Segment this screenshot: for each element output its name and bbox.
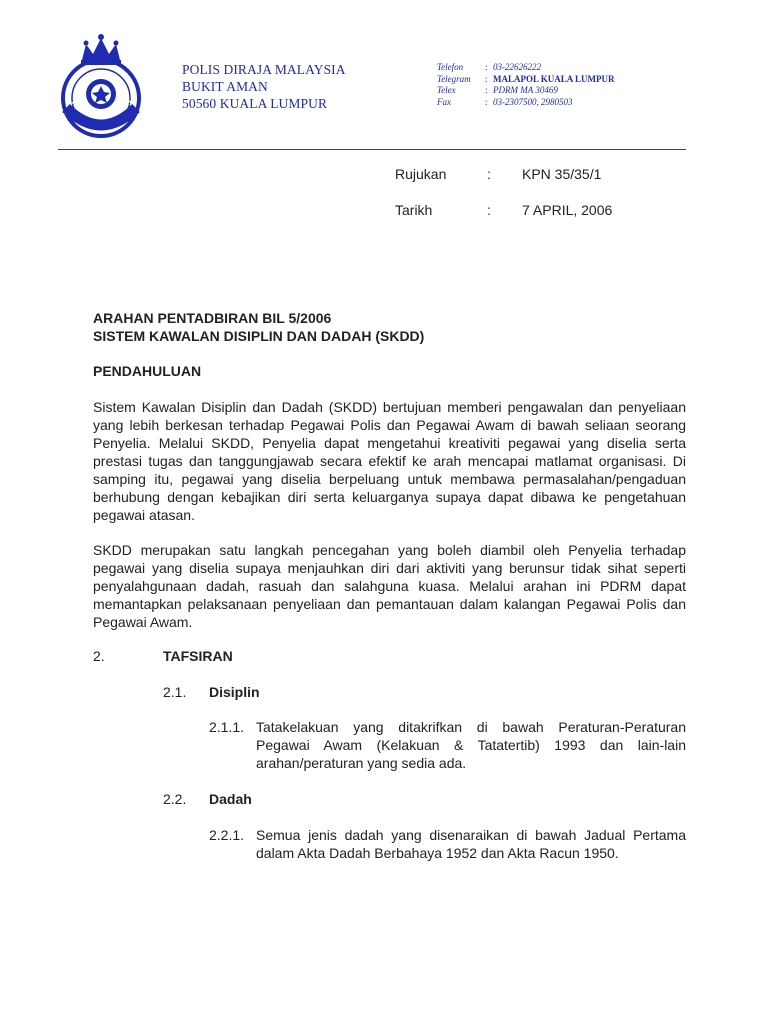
item-2-2-1 <box>93 826 686 880</box>
contact-value: 03-22626222 <box>493 62 541 72</box>
contact-label: Telegram <box>437 73 471 84</box>
subsection-number: 2.2. <box>163 791 187 807</box>
document-title-line1: ARAHAN PENTADBIRAN BIL 5/2006 <box>93 310 332 326</box>
organisation-address <box>182 61 346 112</box>
contact-value: PDRM MA 30469 <box>493 85 558 95</box>
org-line-name: POLIS DIRAJA MALAYSIA <box>182 62 346 77</box>
item-2-1-1 <box>93 718 686 772</box>
subsection-title: Disiplin <box>209 684 260 700</box>
tarikh-label: Tarikh <box>395 202 433 218</box>
contact-colon: : <box>485 73 488 84</box>
document-title-line2: SISTEM KAWALAN DISIPLIN DAN DADAH (SKDD) <box>93 328 425 344</box>
rujukan-value: KPN 35/35/1 <box>522 166 602 182</box>
item-text: Semua jenis dadah yang disenaraikan di bawah Jadual Pertama dalam Akta Dadah Berbahaya 1952 dan Akta Racun 1950. <box>256 827 686 861</box>
contact-row-telex <box>437 85 615 97</box>
letterhead-divider <box>58 149 686 150</box>
contact-label: Fax <box>437 96 451 107</box>
document-title <box>93 309 686 345</box>
item-number: 2.1.1. <box>209 719 245 735</box>
contact-details <box>437 62 615 108</box>
item-number: 2.2.1. <box>209 827 245 843</box>
contact-label: Telex <box>437 85 456 95</box>
contact-row-fax <box>437 97 615 109</box>
contact-row-telegram <box>437 74 615 86</box>
contact-row-telefon <box>437 62 615 74</box>
contact-value: MALAPOL KUALA LUMPUR <box>493 73 615 84</box>
subsection-title: Dadah <box>209 791 252 807</box>
subsection-2-2-heading <box>93 790 686 808</box>
contact-colon: : <box>485 85 488 95</box>
svg-text:POLIS DIRAJA MALAYSIA: IS DIRAJA MALAY <box>69 95 135 120</box>
section-number: 2. <box>93 648 105 664</box>
contact-colon: : <box>485 96 488 107</box>
intro-paragraph-2: SKDD merupakan satu langkah pencegahan yang boleh diambil oleh Penyelia terhadap pegawai yang diselia supaya menjauhkan diri dari aktiviti yang berunsur tidak sihat seperti penyalahgunaan dadah, rasuah dan salahguna kuasa. Melalui arahan ini PDRM dapat memantapkan pelaksanaan penyeliaan dan pemantauan dalam kalangan Pegawai Polis dan Pegawai Awam. <box>93 542 686 630</box>
tarikh-colon: : <box>487 202 491 218</box>
section-2-heading <box>93 647 686 665</box>
section-title: TAFSIRAN <box>163 648 233 664</box>
intro-heading: PENDAHULUAN <box>93 363 202 379</box>
tarikh-value: 7 APRIL, 2006 <box>522 202 613 218</box>
item-text: Tatakelakuan yang ditakrifkan di bawah Peraturan-Peraturan Pegawai Awam (Kelakuan & Tatatertib) 1993 dan lain-lain arahan/peraturan yang sedia ada. <box>256 719 686 771</box>
org-line-postcode: 50560 KUALA LUMPUR <box>182 96 328 111</box>
intro-paragraph-1: Sistem Kawalan Disiplin dan Dadah (SKDD) bertujuan memberi pengawalan dan penyeliaan yang lebih berkesan terhadap Pegawai Polis dan Pegawai Awam di bawah seliaan seorang Penyelia. Melalui SKDD, Penyelia dapat mengetahui kreativiti pegawai yang diselia serta prestasi tugas dan tanggungjawab secara efektif ke arah mencapai matlamat organisasi. Di samping itu, pegawai yang diselia berpeluang untuk membawa permasalahan/pengaduan berhubung dengan kebajikan diri serta keluarganya supaya dapat dibawa ke pengetahuan pegawai atasan. <box>93 399 686 523</box>
contact-label: Telefon <box>437 62 464 72</box>
rujukan-label: Rujukan <box>395 166 447 182</box>
contact-colon: : <box>485 62 488 72</box>
rujukan-colon: : <box>487 166 491 182</box>
subsection-2-1-heading <box>93 683 686 701</box>
contact-value: 03-2307500, 2980503 <box>493 96 573 107</box>
org-line-location: BUKIT AMAN <box>182 79 268 94</box>
pdrm-crest-logo <box>52 30 150 142</box>
subsection-number: 2.1. <box>163 684 187 700</box>
